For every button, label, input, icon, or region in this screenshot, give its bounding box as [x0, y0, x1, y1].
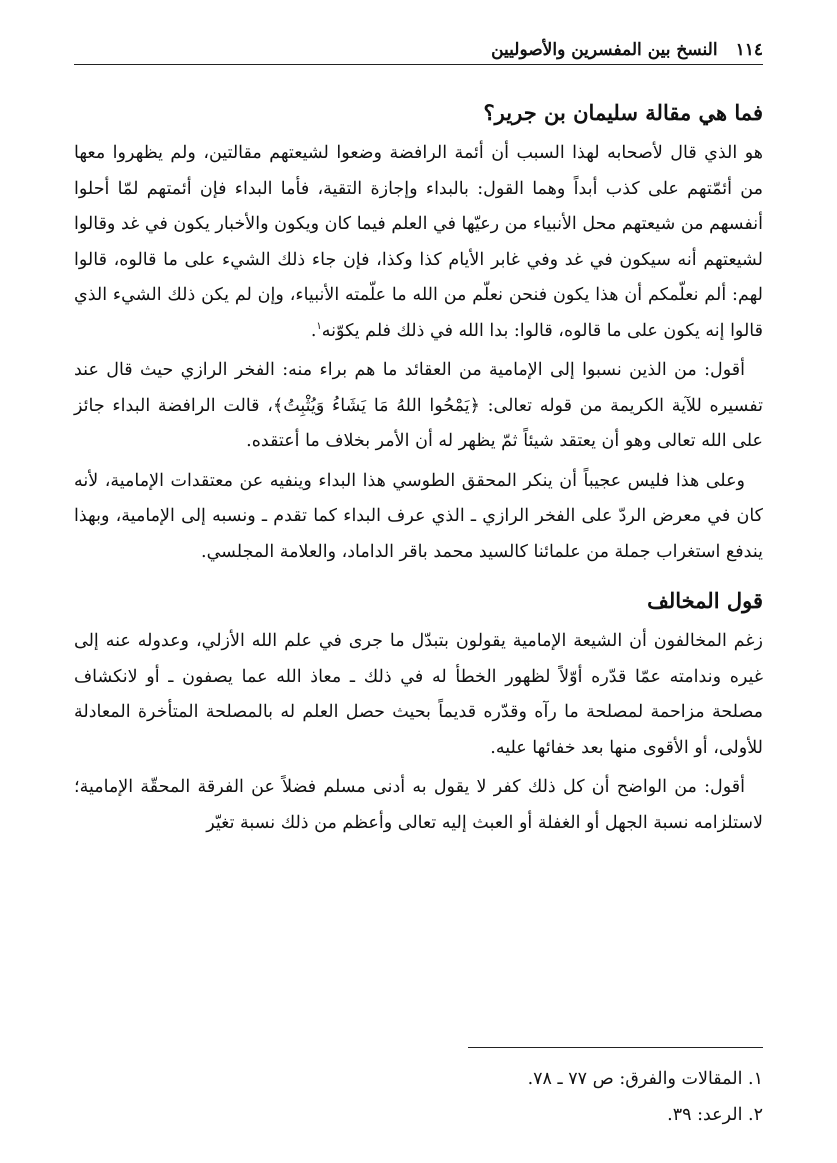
paragraph — [74, 770, 763, 841]
paragraph — [74, 353, 763, 460]
paragraph — [74, 624, 763, 766]
paragraph-text: وعلى هذا فليس عجيباً أن ينكر المحقق الطوسي هذا البداء وينفيه عن معتقدات الإمامية، لأنه كان في معرض الردّ على الفخر الرازي ـ الذي عرف البداء كما تقدم ـ ونسبه إلى الإمامية، وبهذا يندفع استغراب جملة من علمائنا كالسيد محمد باقر الداماد، والعلامة المجلسي. — [74, 470, 763, 562]
paragraph-text: زغم المخالفون أن الشيعة الإمامية يقولون بتبدّل ما جرى في علم الله الأزلي، وعدوله عنه إلى غيره وندامته عمّا قدّره أوّلاً لظهور الخطأ له في ذلك ـ معاذ الله عما يصفون ـ أو لانكشاف مصلحة مزاحمة لمصلحة ما رآه وقدّره قديماً بحيث حصل العلم له بالمصلحة المتأخرة المعادلة للأولى، أو الأقوى منها بعد خفائها عليه. — [74, 631, 763, 758]
footnote-divider — [468, 1047, 763, 1048]
footnotes — [74, 1062, 763, 1133]
running-title: النسخ بين المفسرين والأصوليين — [491, 40, 718, 60]
paragraph: هو الذي قال لأصحابه لهذا السبب أن أئمة الرافضة وضعوا لشيعتهم مقالتين، ولم يظهروا معها من أئمّتهم على كذب أبداً وهما القول: بالبداء وإجازة التقية، فأما البداء فإن أئمتهم لمّا أحلوا أنفسهم من شيعتهم محل الأنبياء من رعيّها في العلم فيما كان ويكون والأخبار يكون في غد وقالوا لشيعتهم أنه سيكون في غد وفي غابر الأيام كذا وكذا، فإن جاء ذلك الشيء على ما قالوه، قالوا لهم: ألم نعلّمكم أن هذا يكون فنحن نعلّم من الله ما علّمته الأنبياء، وإن لم يكن ذلك الشيء الذي قالوا إنه يكون على ما قالوه، قالوا: بدا الله في ذلك فلم يكوّنه$^١$. — [74, 143, 763, 341]
paragraph — [74, 464, 763, 571]
page-number: ١١٤ — [735, 40, 763, 60]
section-heading-sulayman: فما هي مقالة سليمان بن جرير؟ — [483, 100, 763, 125]
paragraph-text: هو الذي قال لأصحابه لهذا السبب أن أئمة الرافضة وضعوا لشيعتهم مقالتين، ولم يظهروا معها من أئمّتهم على كذب أبداً وهما القول: بالبداء وإجازة التقية، فأما البداء فإن أئمتهم لمّا أحلوا أنفسهم من شيعتهم محل الأنبياء من رعيّها في العلم فيما كان ويكون والأخبار يكون في غد وقالوا لشيعتهم أنه سيكون في غد وفي غابر الأيام كذا وكذا، فإن جاء ذلك الشيء على ما قالوه، قالوا لهم: ألم نعلّمكم أن هذا يكون فنحن نعلّم من الله ما علّمته الأنبياء، وإن لم يكن ذلك الشيء الذي قالوا إنه يكون على ما قالوه، قالوا: بدا الله في ذلك فلم يكوّنه — [74, 143, 763, 341]
footnote: ٢. الرعد: ٣٩. — [667, 1104, 763, 1125]
footnote-marker: ١ — [316, 320, 322, 332]
footnote: ١. المقالات والفرق: ص ٧٧ ـ ٧٨. — [527, 1069, 763, 1089]
paragraph-text: أقول: من الواضح أن كل ذلك كفر لا يقول به أدنى مسلم فضلاً عن الفرقة المحقّة الإمامية؛ لاستلزامه نسبة الجهل أو الغفلة أو العبث إليه تعالى وأعظم من ذلك نسبة تغيّر — [74, 777, 763, 833]
running-header — [74, 36, 763, 65]
paragraph-text: أقول: من الذين نسبوا إلى الإمامية من العقائد ما هم براء منه: الفخر الرازي حيث قال عند تفسيره للآية الكريمة من قوله تعالى: ﴿يَمْحُوا اللهُ مَا يَشَاءُ وَيُثْبِتُ﴾، قالت الرافضة البداء جائز على الله تعالى وهو أن يعتقد شيئاً ثمّ يظهر له أن الأمر بخلاف ما أعتقده. — [74, 360, 763, 451]
section-heading-opponent: قول المخالف — [647, 588, 763, 613]
main-text — [74, 96, 763, 845]
